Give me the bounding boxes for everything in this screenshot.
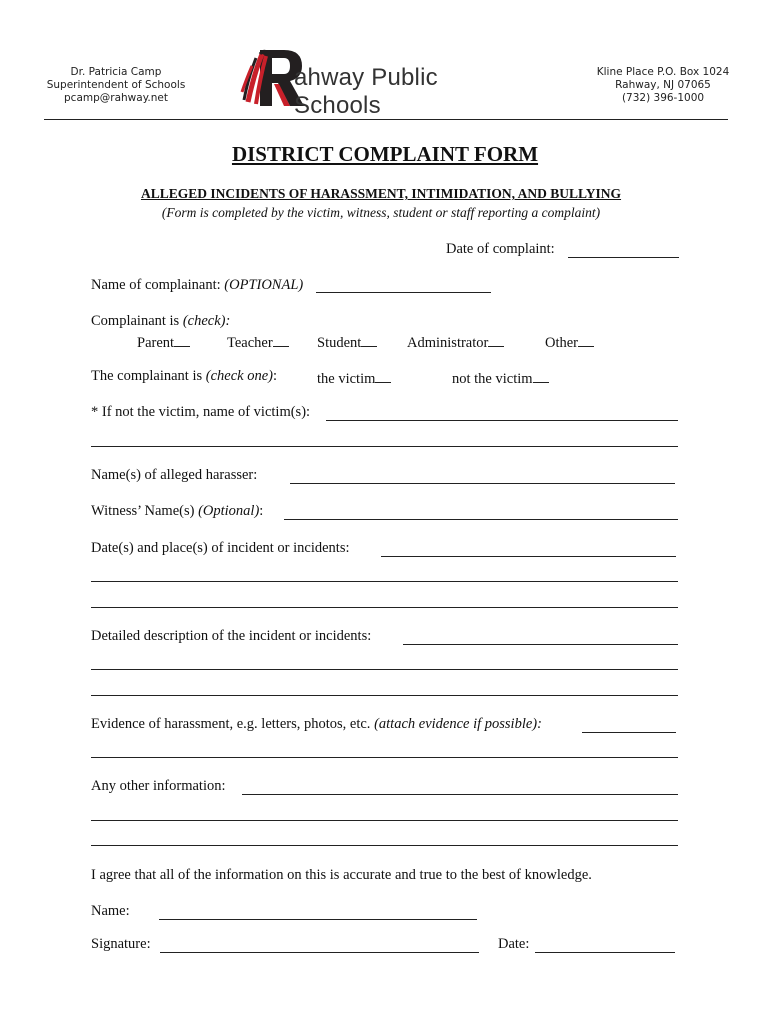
witness-field[interactable]: [284, 519, 678, 520]
role-administrator[interactable]: Administrator: [407, 332, 504, 352]
other-info-field[interactable]: [242, 794, 678, 795]
incident-date-place-field-2[interactable]: [91, 581, 678, 582]
date-field[interactable]: [535, 952, 675, 953]
role-parent[interactable]: Parent: [137, 332, 190, 352]
signature-field[interactable]: [160, 952, 479, 953]
signature-label: Signature:: [91, 936, 151, 952]
district-address: [588, 66, 738, 105]
victim-name-field[interactable]: [326, 420, 678, 421]
logo-text: ahway Public Schools: [294, 64, 438, 119]
evidence-field-2[interactable]: [91, 757, 678, 758]
harasser-field[interactable]: [290, 483, 675, 484]
date-of-complaint-label: Date of complaint:: [446, 241, 555, 257]
description-label: Detailed description of the incident or incidents:: [91, 628, 372, 644]
address-line-2: Rahway, NJ 07065: [615, 79, 711, 91]
agreement-statement: I agree that all of the information on this is accurate and true to the best of knowledge.: [91, 867, 592, 883]
option-not-the-victim[interactable]: not the victim: [452, 368, 549, 388]
header-divider: [44, 119, 728, 120]
name-label: Name:: [91, 903, 130, 919]
superintendent-email: pcamp@rahway.net: [64, 92, 168, 104]
description-field[interactable]: [403, 644, 678, 645]
superintendent-name: Dr. Patricia Camp: [70, 66, 162, 78]
witness-label: Witness’ Name(s) (Optional):: [91, 503, 264, 519]
name-field[interactable]: [159, 919, 477, 920]
date-of-complaint-field[interactable]: [568, 257, 679, 258]
evidence-label: Evidence of harassment, e.g. letters, photos, etc. (attach evidence if possible):: [91, 716, 542, 732]
description-field-3[interactable]: [91, 695, 678, 696]
superintendent-title: Superintendent of Schools: [46, 79, 186, 91]
description-field-2[interactable]: [91, 669, 678, 670]
option-the-victim[interactable]: the victim: [317, 368, 391, 388]
harasser-label: Name(s) of alleged harasser:: [91, 467, 258, 483]
complainant-check-one-label: The complainant is (check one):: [91, 368, 278, 384]
district-logo: [240, 44, 520, 119]
other-info-field-2[interactable]: [91, 820, 678, 821]
complainant-name-label: Name of complainant: (OPTIONAL): [91, 277, 304, 293]
incident-date-place-label: Date(s) and place(s) of incident or incidents:: [91, 540, 350, 556]
form-subtitle: ALLEGED INCIDENTS OF HARASSMENT, INTIMIDATION, AND BULLYING: [140, 186, 622, 201]
complainant-name-field[interactable]: [316, 292, 491, 293]
form-title: DISTRICT COMPLAINT FORM: [231, 142, 539, 166]
victim-name-label: * If not the victim, name of victim(s):: [91, 404, 311, 420]
evidence-field[interactable]: [582, 732, 676, 733]
date-label: Date:: [498, 936, 530, 952]
form-note: (Form is completed by the victim, witness, student or staff reporting a complaint): [161, 205, 601, 220]
superintendent-info: [40, 66, 192, 105]
incident-date-place-field[interactable]: [381, 556, 676, 557]
address-line-1: Kline Place P.O. Box 1024: [596, 66, 730, 78]
incident-date-place-field-3[interactable]: [91, 607, 678, 608]
other-info-field-3[interactable]: [91, 845, 678, 846]
other-info-label: Any other information:: [91, 778, 226, 794]
phone-number: (732) 396-1000: [621, 92, 705, 104]
complainant-is-label: Complainant is (check):: [91, 313, 231, 329]
role-teacher[interactable]: Teacher: [227, 332, 289, 352]
role-student[interactable]: Student: [317, 332, 377, 352]
victim-name-field-2[interactable]: [91, 446, 678, 447]
role-other[interactable]: Other: [545, 332, 594, 352]
